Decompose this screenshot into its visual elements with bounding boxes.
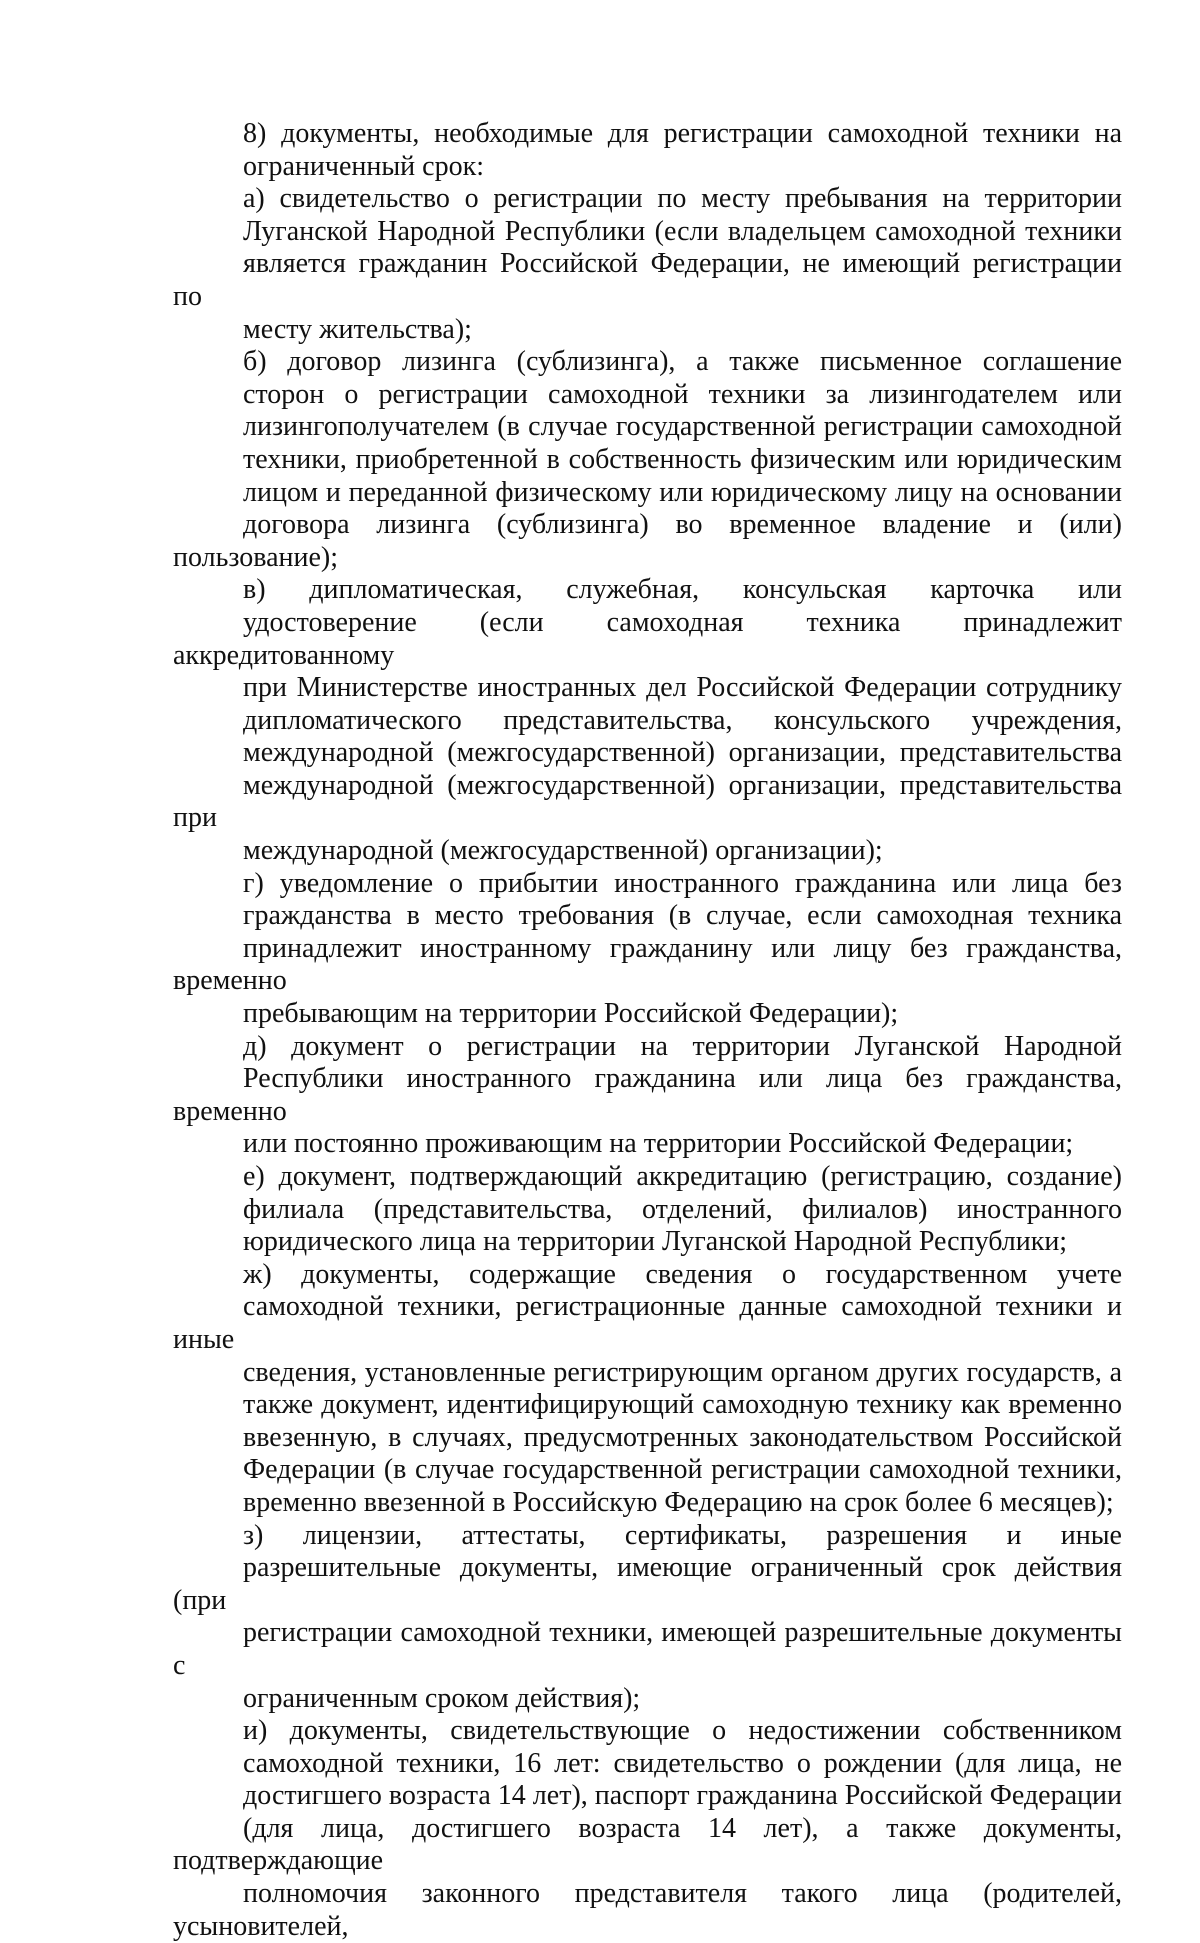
text-line: удостоверение (если самоходная техника принадлежит аккредитованному [173, 606, 1122, 671]
text-line: или постоянно проживающим на территории Российской Федерации; [243, 1128, 1074, 1160]
text-line: сведения, установленные регистрирующим органом других государств, а [243, 1356, 1122, 1388]
paragraph-subitem-i [173, 1715, 1122, 1943]
paragraph-subitem-z [173, 1520, 1122, 1716]
text-line: международной (межгосударственной) организации, представительства при [173, 769, 1122, 834]
text-line: ввезенную, в случаях, предусмотренных законодательством Российской [243, 1421, 1122, 1453]
text-line: (для лица, достигшего возраста 14 лет), а также документы, подтверждающие [173, 1812, 1122, 1877]
text-line: е) документ, подтверждающий аккредитацию (регистрацию, создание) [243, 1161, 1122, 1192]
text-line: международной (межгосударственной) организации); [243, 835, 883, 867]
text-line: Луганской Народной Республики (если владельцем самоходной техники [243, 215, 1122, 247]
text-line: гражданства в место требования (в случае, если самоходная техника [243, 900, 1122, 932]
text-line: Республики иностранного гражданина или лица без гражданства, временно [173, 1063, 1122, 1127]
text-line: самоходной техники, 16 лет: свидетельство о рождении (для лица, не [243, 1747, 1122, 1779]
paragraph-subitem-a [173, 183, 1122, 346]
text-line: филиала (представительства, отделений, филиалов) иностранного [243, 1193, 1122, 1225]
text-line: самоходной техники, регистрационные данные самоходной техники и иные [173, 1291, 1122, 1355]
text-line: 8) документы, необходимые для регистрации самоходной техники на [243, 118, 1122, 149]
text-line: а) свидетельство о регистрации по месту пребывания на территории [243, 183, 1122, 215]
text-line: сторон о регистрации самоходной техники за лизингодателем или [243, 378, 1122, 410]
text-line: б) договор лизинга (сублизинга), а также письменное соглашение [243, 346, 1122, 378]
text-line: полномочия законного представителя такого лица (родителей, усыновителей, [173, 1878, 1122, 1942]
text-line: является гражданин Российской Федерации, не имеющий регистрации по [173, 248, 1122, 312]
text-line: ограниченный срок: [243, 150, 484, 182]
paragraph-subitem-zh [173, 1259, 1122, 1520]
paragraph-subitem-e [173, 1161, 1122, 1259]
text-line: международной (межгосударственной) организации, представительства [243, 737, 1122, 769]
text-line: з) лицензии, аттестаты, сертификаты, разрешения и иные [243, 1519, 1122, 1551]
paragraph-subitem-g [173, 868, 1122, 1031]
text-line: достигшего возраста 14 лет), паспорт гражданина Российской Федерации [243, 1780, 1122, 1812]
text-line: пребывающим на территории Российской Федерации); [243, 998, 899, 1030]
paragraph-subitem-b [173, 346, 1122, 574]
text-line: регистрации самоходной техники, имеющей разрешительные документы с [173, 1617, 1122, 1681]
text-line: месту жительства); [243, 313, 472, 345]
paragraph-subitem-d [173, 1031, 1122, 1161]
paragraph-subitem-v [173, 574, 1122, 867]
text-line: принадлежит иностранному гражданину или лицу без гражданства, временно [173, 932, 1122, 997]
text-line: Федерации (в случае государственной регистрации самоходной техники, [243, 1454, 1122, 1486]
text-line: и) документы, свидетельствующие о недостижении собственником [243, 1715, 1122, 1747]
paragraph-item-8 [173, 118, 1122, 183]
text-line: г) уведомление о прибытии иностранного гражданина или лица без [243, 867, 1122, 899]
text-line: лизингополучателем (в случае государственной регистрации самоходной [243, 411, 1122, 443]
text-line: временно ввезенной в Российскую Федерацию на срок более 6 месяцев); [243, 1486, 1114, 1518]
text-line: ж) документы, содержащие сведения о государственном учете [243, 1258, 1122, 1290]
document-body [173, 118, 1122, 1943]
text-line: при Министерстве иностранных дел Российской Федерации сотруднику [243, 672, 1122, 704]
text-line: ограниченным сроком действия); [243, 1682, 641, 1714]
text-line: д) документ о регистрации на территории Луганской Народной [243, 1030, 1122, 1062]
text-line: в) дипломатическая, служебная, консульская карточка или [243, 574, 1122, 606]
text-line: техники, приобретенной в собственность физическим или юридическим [243, 443, 1122, 475]
text-line: также документ, идентифицирующий самоходную технику как временно [243, 1389, 1122, 1421]
text-line: юридического лица на территории Луганской Народной Республики; [243, 1226, 1068, 1258]
text-line: разрешительные документы, имеющие ограниченный срок действия (при [173, 1552, 1122, 1616]
text-line: договора лизинга (сублизинга) во временное владение и (или) пользование); [173, 509, 1122, 573]
text-line: лицом и переданной физическому или юридическому лицу на основании [243, 476, 1122, 508]
text-line: дипломатического представительства, консульского учреждения, [243, 704, 1122, 736]
